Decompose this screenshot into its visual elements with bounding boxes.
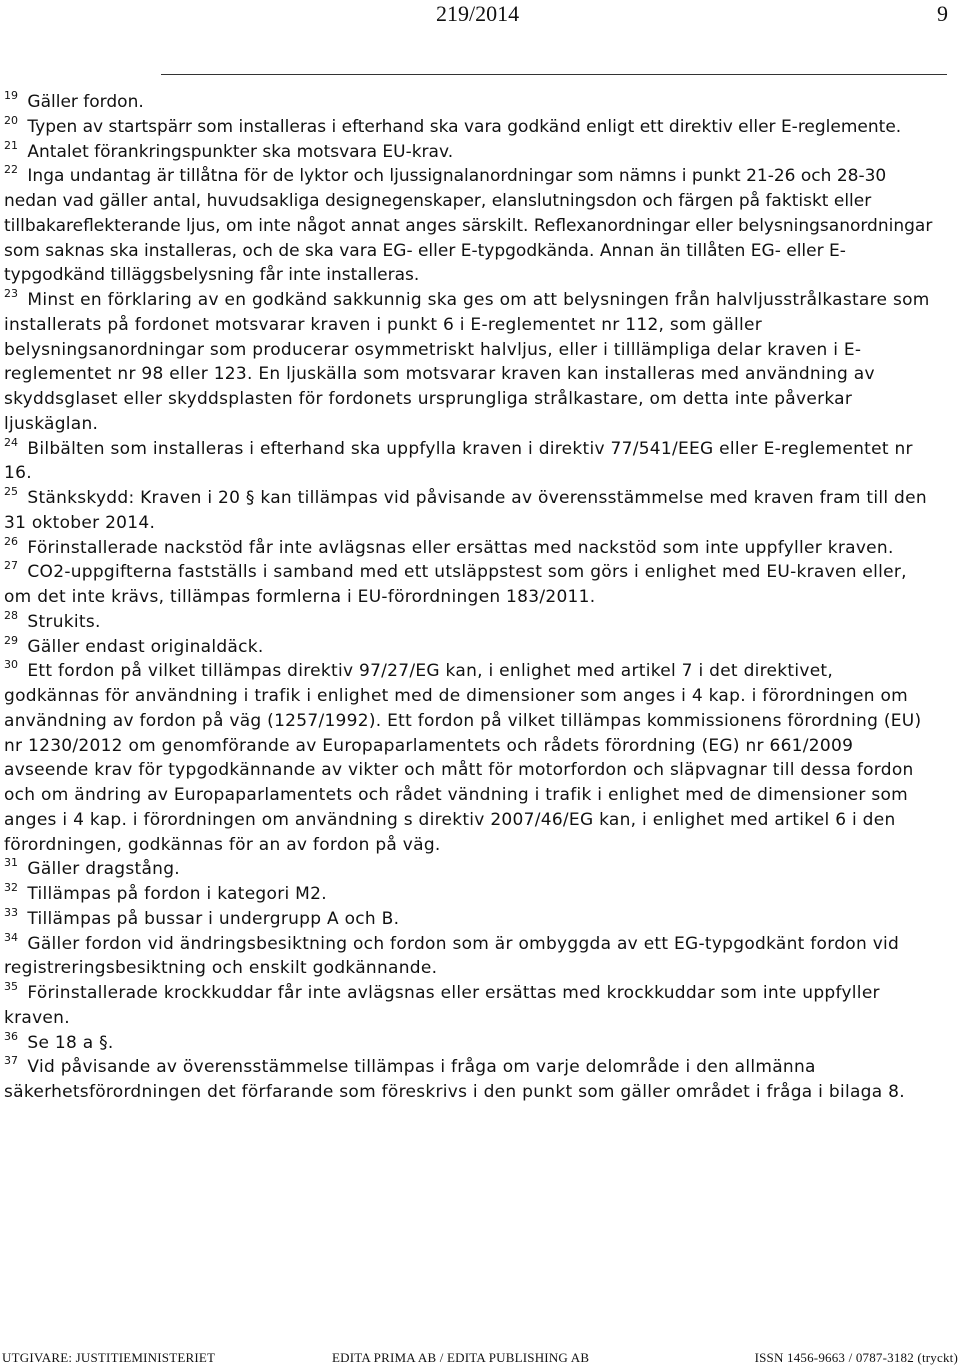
footnote xyxy=(4,1105,934,1130)
footer-printer: EDITA PRIMA AB / EDITA PUBLISHING AB xyxy=(332,1350,590,1365)
footnote-text: Minst en förklaring av en godkänd sakkunnig ska ges om att belysningen från halvljusstrålkastare som installerats på fordonet motsvarar kraven i punkt 6 i E-reglementet nr 112, som gäller belysningsanordningar som producerar osymmetriskt halvljus, eller i tilllämpliga delar kraven i E-reglementet nr 98 eller 123. En ljuskälla som motsvarar kraven kan installeras med användning av skyddsglaset eller skyddsplasten för fordonets ursprungliga strålkastare, om detta inte påverkar ljuskäglan. xyxy=(4,290,930,434)
footnote-text: Gäller endast originaldäck. xyxy=(27,636,264,657)
footnote: 24 Bilbälten som installeras i efterhand ska uppfylla kraven i direktiv 77/541/EEG eller E-reglementet nr 16. xyxy=(4,435,913,484)
footnote-text: Tillämpas på fordon i kategori M2. xyxy=(27,884,327,904)
footnote-text: Strukits. xyxy=(27,611,101,632)
footnote: 20 Typen av startspärr som installeras i efterhand ska vara godkänd enligt ett direktiv eller E-reglemente. xyxy=(4,113,902,137)
footnote: 36 Se 18 a §. xyxy=(4,1029,114,1053)
footnote-list xyxy=(4,90,934,1130)
document-number: 219/2014 xyxy=(436,1,520,26)
footnote-text: Förinstallerade krockkuddar får inte avlägsnas eller ersättas med krockkuddar som inte uppfyller kraven. xyxy=(4,983,880,1028)
footnote: 23 Minst en förklaring av en godkänd sakkunnig ska ges om att belysningen från halvljusstrålkastare som installerats på fordonet motsvarar kraven i punkt 6 i E-reglementet nr 112, som gäller belysningsanordningar som producerar osymmetriskt halvljus, eller i tilllämpliga delar kraven i E-reglementet nr 98 eller 123. En ljuskälla som motsvarar kraven kan installeras med användning av skyddsglaset eller skyddsplasten för fordonets ursprungliga strålkastare, om detta inte påverkar ljuskäglan. xyxy=(4,287,930,434)
footnote: 35 Förinstallerade krockkuddar får inte avlägsnas eller ersättas med krockkuddar som inte uppfyller kraven. xyxy=(4,980,880,1028)
footnote: 26 Förinstallerade nackstöd får inte avlägsnas eller ersättas med nackstöd som inte uppfyller kraven. xyxy=(4,534,894,558)
footnote-text: Inga undantag är tillåtna för de lyktor och ljussignalanordningar som nämns i punkt 21-26 och 28-30 nedan vad gäller antal, huvudsakliga designegenskaper, elanslutningsdon och färgen på faktiskt eller tillbakareflekterande ljus, om inte något annat anges särskilt. Reflexanordningar eller belysningsanordningar som saknas ska installeras, och de ska vara EG- eller E-typgodkända. Annan än tillåten EG- eller E-typgodkänd tilläggsbelysning får inte installeras. xyxy=(4,166,933,286)
footnote: 27 CO2-uppgifterna fastställs i samband med ett utsläppstest som görs i enlighet med EU-kraven eller, om det inte krävs, tillämpas formlerna i EU-förordningen 183/2011. xyxy=(4,559,907,607)
footnote: 31 Gäller dragstång. xyxy=(4,856,180,880)
footnote: 28 Strukits. xyxy=(4,608,101,632)
footnote: 25 Stänkskydd: Kraven i 20 § kan tillämpas vid påvisande av överensstämmelse med kraven fram till den 31 oktober 2014. xyxy=(4,485,927,533)
footer-issn: ISSN 1456-9663 / 0787-3182 (tryckt) xyxy=(754,1350,958,1365)
footnote: 37 Vid påvisande av överensstämmelse tillämpas i fråga om varje delområde i den allmänna säkerhetsförordningen det förfarande som föreskrivs i den punkt som gäller området i fråga i bilaga 8. xyxy=(4,1054,905,1102)
footnote-text: Gäller fordon. xyxy=(27,92,144,112)
footnote-text: Typen av startspärr som installeras i efterhand ska vara godkänd enligt ett direktiv eller E-reglemente. xyxy=(27,116,902,137)
footnote-text: Gäller fordon vid ändringsbesiktning och fordon som är ombyggda av ett EG-typgodkänt fordon vid registreringsbesiktning och enskilt godkännande. xyxy=(4,933,900,979)
footnote-text: Antalet förankringspunkter ska motsvara EU-krav. xyxy=(27,141,454,162)
footnote: 30 Ett fordon på vilket tillämpas direktiv 97/27/EG kan, i enlighet med artikel 7 i det direktivet, godkännas för användning i trafik i enlighet med de dimensioner som anges i 4 kap. i förordningen om användning av fordon på väg (1257/1992). Ett fordon på vilket tillämpas kommissionens förordning (EU) nr 1230/2012 om genomförande av Europaparlamentets och rådets förordning (EG) nr 661/2009 avseende krav för typgodkännande av vikter och mått för motorfordon och släpvagnar till dessa fordon och om ändring av Europaparlamentets och rådet vändning i trafik i enlighet med de dimensioner som anges i 4 kap. i förordningen om användning s direktiv 2007/46/EG kan, i enlighet med artikel 6 i den förordningen, godkännas för an av fordon på väg. xyxy=(4,658,922,855)
footnote: 19 Gäller fordon. xyxy=(4,89,144,112)
footnote-separator xyxy=(161,74,947,75)
footnote-text: Tillämpas på bussar i undergrupp A och B. xyxy=(27,908,400,929)
footnote-text: CO2-uppgifterna fastställs i samband med ett utsläppstest som görs i enlighet med EU-kraven eller, om det inte krävs, tillämpas formlerna i EU-förordningen 183/2011. xyxy=(4,562,907,607)
footnote-text: Bilbälten som installeras i efterhand ska uppfylla kraven i direktiv 77/541/EEG eller E-reglementet nr 16. xyxy=(4,438,913,484)
page-number: 9 xyxy=(937,1,948,26)
footnote: 29 Gäller endast originaldäck. xyxy=(4,633,264,657)
footnote-text: Ett fordon på vilket tillämpas direktiv 97/27/EG kan, i enlighet med artikel 7 i det direktivet, godkännas för användning i trafik i enlighet med de dimensioner som anges i 4 kap. i förordningen om användning av fordon på väg (1257/1992). Ett fordon på vilket tillämpas kommissionens förordning (EU) nr 1230/2012 om genomförande av Europaparlamentets och rådets förordning (EG) nr 661/2009 avseende krav för typgodkännande av vikter och mått för motorfordon och släpvagnar till dessa fordon och om ändring av Europaparlamentets och rådet vändning i trafik i enlighet med de dimensioner som anges i 4 kap. i förordningen om användning s direktiv 2007/46/EG kan, i enlighet med artikel 6 i den förordningen, godkännas för an av fordon på väg. xyxy=(4,661,922,855)
footnote-text: Förinstallerade nackstöd får inte avlägsnas eller ersättas med nackstöd som inte uppfyller kraven. xyxy=(27,537,894,558)
footnote: 21 Antalet förankringspunkter ska motsvara EU-krav. xyxy=(4,138,454,162)
footnote-text: Vid påvisande av överensstämmelse tillämpas i fråga om varje delområde i den allmänna säkerhetsförordningen det förfarande som föreskrivs i den punkt som gäller området i fråga i bilaga 8. xyxy=(4,1057,905,1102)
page-footer xyxy=(2,1350,958,1370)
footnote: 22 Inga undantag är tillåtna för de lyktor och ljussignalanordningar som nämns i punkt 21-26 och 28-30 nedan vad gäller antal, huvudsakliga designegenskaper, elanslutningsdon och färgen på faktiskt eller tillbakareflekterande ljus, om inte något annat anges särskilt. Reflexanordningar eller belysningsanordningar som saknas ska installeras, och de ska vara EG- eller E-typgodkända. Annan än tillåten EG- eller E-typgodkänd tilläggsbelysning får inte installeras. xyxy=(4,163,933,286)
footnote-text: Gäller dragstång. xyxy=(27,859,180,880)
footnote-text: Stänkskydd: Kraven i 20 § kan tillämpas vid påvisande av överensstämmelse med kraven fram till den 31 oktober 2014. xyxy=(4,488,927,533)
footnote: 34 Gäller fordon vid ändringsbesiktning och fordon som är ombyggda av ett EG-typgodkänt fordon vid registreringsbesiktning och enskilt godkännande. xyxy=(4,930,900,979)
footer-publisher: UTGIVARE: JUSTITIEMINISTERIET xyxy=(2,1350,216,1365)
footnote: 32 Tillämpas på fordon i kategori M2. xyxy=(4,881,327,904)
footnote-text: Se 18 a §. xyxy=(27,1032,114,1053)
footnote: 33 Tillämpas på bussar i undergrupp A och B. xyxy=(4,905,400,929)
